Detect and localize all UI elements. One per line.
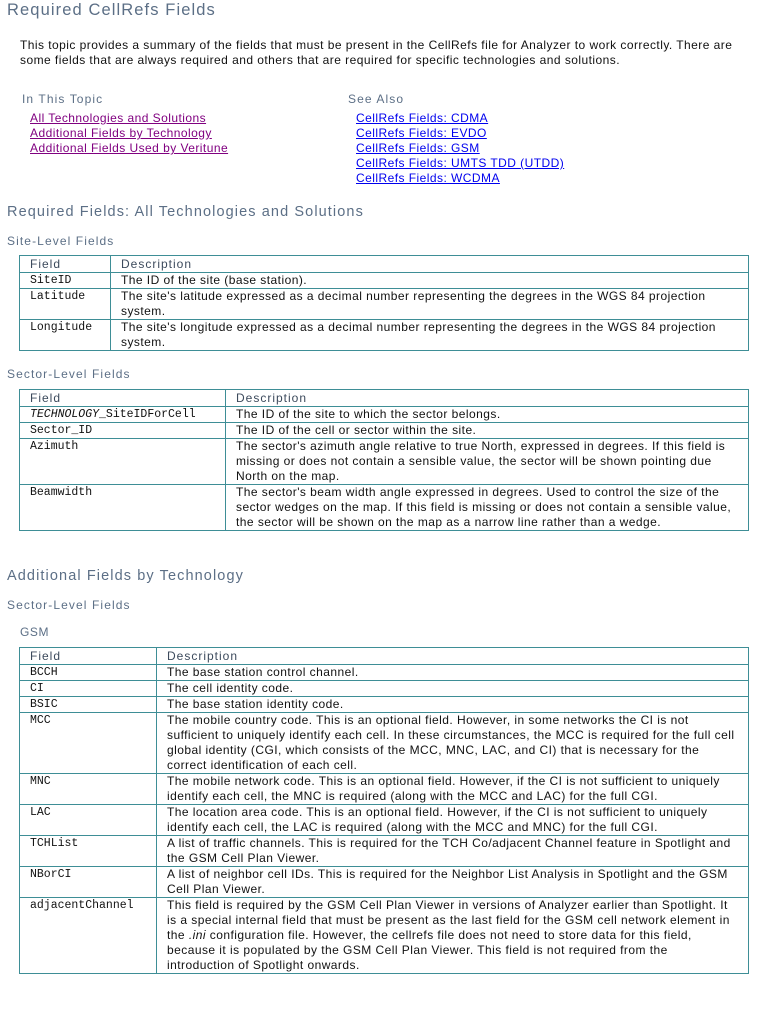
description-text: configuration file. However, the cellrefs file does not need to store data for this field, because it is populated by the GSM Cell Plan Viewer. This field is not required from the introduction of Spotlight onwards. — [167, 928, 692, 972]
field-name: TCHList — [20, 836, 157, 867]
gsm-fields-table — [19, 647, 749, 974]
table-header-row — [20, 390, 749, 407]
see-also-box — [348, 92, 564, 186]
link-cellrefs-evdo[interactable]: CellRefs Fields: EVDO — [356, 126, 487, 140]
field-name: MNC — [20, 774, 157, 805]
link-cellrefs-wcdma[interactable]: CellRefs Fields: WCDMA — [356, 171, 500, 185]
description-text: This field is required by the GSM Cell Plan Viewer in versions of Analyzer earlier than Spotlight. It is a special internal field that must be present as the last field for the GSM cell network element in the — [167, 898, 730, 942]
table-row — [20, 805, 749, 836]
table-row — [20, 273, 749, 289]
field-description: The location area code. This is an optional field. However, if the CI is not sufficient to uniquely identify each cell, the LAC is required (along with the MCC and MNC) for the full CGI. — [157, 805, 749, 836]
table-header-row — [20, 648, 749, 665]
field-name: Longitude — [20, 320, 111, 351]
table-row — [20, 697, 749, 713]
field-description: The sector's azimuth angle relative to true North, expressed in degrees. If this field is missing or does not contain a sensible value, the sector will be shown pointing due North on the map. — [226, 439, 749, 485]
field-description: The cell identity code. — [157, 681, 749, 697]
field-description: The ID of the site (base station). — [111, 273, 749, 289]
field-description: The mobile network code. This is an optional field. However, if the CI is not sufficient to uniquely identify each cell, the MNC is required (along with the MCC and LAC) for the full CGI. — [157, 774, 749, 805]
link-additional-fields-by-technology[interactable]: Additional Fields by Technology — [30, 126, 212, 140]
field-description: The ID of the site to which the sector belongs. — [226, 407, 749, 423]
field-description: The sector's beam width angle expressed in degrees. Used to control the size of the sector wedges on the map. If this field is missing or does not contain a sensible value, the sector will be shown on the map as a narrow line rather than a wedge. — [226, 485, 749, 531]
field-name: CI — [20, 681, 157, 697]
column-header-description: Description — [157, 648, 749, 665]
field-description: The base station control channel. — [157, 665, 749, 681]
ini-filename: .ini — [188, 928, 206, 942]
table-row — [20, 836, 749, 867]
section-heading-by-technology: Additional Fields by Technology — [7, 568, 244, 584]
field-description: The mobile country code. This is an optional field. However, in some networks the CI is not sufficient to uniquely identify each cell. In these circumstances, the MCC is required for the full cell global identity (CGI, which consists of the MCC, MNC, LAC, and CI) that is necessary for the correct identification of each cell. — [157, 713, 749, 774]
table-row — [20, 774, 749, 805]
table-row — [20, 423, 749, 439]
field-description: The base station identity code. — [157, 697, 749, 713]
in-this-topic-box — [22, 92, 228, 156]
gsm-heading: GSM — [20, 625, 50, 639]
tech-sector-level-heading: Sector-Level Fields — [7, 598, 131, 612]
field-name: Latitude — [20, 289, 111, 320]
intro-paragraph: This topic provides a summary of the fields that must be present in the CellRefs file for Analyzer to work correctly. There are some fields that are always required and others that are required for specific technologies and solutions. — [20, 38, 733, 67]
field-description: The site's longitude expressed as a decimal number representing the degrees in the WGS 84 projection system. — [111, 320, 749, 351]
link-all-technologies[interactable]: All Technologies and Solutions — [30, 111, 207, 125]
table-row — [20, 289, 749, 320]
column-header-description: Description — [111, 256, 749, 273]
column-header-field: Field — [20, 648, 157, 665]
table-row — [20, 485, 749, 531]
table-row — [20, 867, 749, 898]
table-row — [20, 898, 749, 974]
field-description: The site's latitude expressed as a decimal number representing the degrees in the WGS 84 projection system. — [111, 289, 749, 320]
field-name: MCC — [20, 713, 157, 774]
table-row — [20, 713, 749, 774]
column-header-field: Field — [20, 390, 226, 407]
field-name: Beamwidth — [20, 485, 226, 531]
field-description: A list of neighbor cell IDs. This is required for the Neighbor List Analysis in Spotlight and the GSM Cell Plan Viewer. — [157, 867, 749, 898]
column-header-field: Field — [20, 256, 111, 273]
table-row — [20, 665, 749, 681]
table-row — [20, 320, 749, 351]
column-header-description: Description — [226, 390, 749, 407]
sector-fields-table — [19, 389, 749, 531]
table-row — [20, 681, 749, 697]
field-name — [20, 407, 226, 423]
field-name-suffix: _SiteIDForCell — [99, 408, 196, 421]
link-cellrefs-utdd[interactable]: CellRefs Fields: UMTS TDD (UTDD) — [356, 156, 565, 170]
field-description — [157, 898, 749, 974]
link-additional-fields-veritune[interactable]: Additional Fields Used by Veritune — [30, 141, 229, 155]
field-name: NBorCI — [20, 867, 157, 898]
sector-level-heading: Sector-Level Fields — [7, 367, 131, 381]
section-heading-all-technologies: Required Fields: All Technologies and Solutions — [7, 204, 364, 220]
site-fields-table — [19, 255, 749, 351]
field-name: Sector_ID — [20, 423, 226, 439]
link-cellrefs-gsm[interactable]: CellRefs Fields: GSM — [356, 141, 480, 155]
field-name-italic-part: TECHNOLOGY — [30, 408, 100, 421]
field-name: Azimuth — [20, 439, 226, 485]
in-this-topic-heading: In This Topic — [22, 92, 104, 106]
field-name: BCCH — [20, 665, 157, 681]
table-row — [20, 439, 749, 485]
site-level-heading: Site-Level Fields — [7, 234, 115, 248]
link-cellrefs-cdma[interactable]: CellRefs Fields: CDMA — [356, 111, 489, 125]
table-header-row — [20, 256, 749, 273]
field-description: The ID of the cell or sector within the site. — [226, 423, 749, 439]
field-name: LAC — [20, 805, 157, 836]
field-description: A list of traffic channels. This is required for the TCH Co/adjacent Channel feature in Spotlight and the GSM Cell Plan Viewer. — [157, 836, 749, 867]
page-title: Required CellRefs Fields — [7, 1, 216, 19]
field-name: adjacentChannel — [20, 898, 157, 974]
see-also-heading: See Also — [348, 92, 405, 106]
field-name: SiteID — [20, 273, 111, 289]
field-name: BSIC — [20, 697, 157, 713]
table-row — [20, 407, 749, 423]
